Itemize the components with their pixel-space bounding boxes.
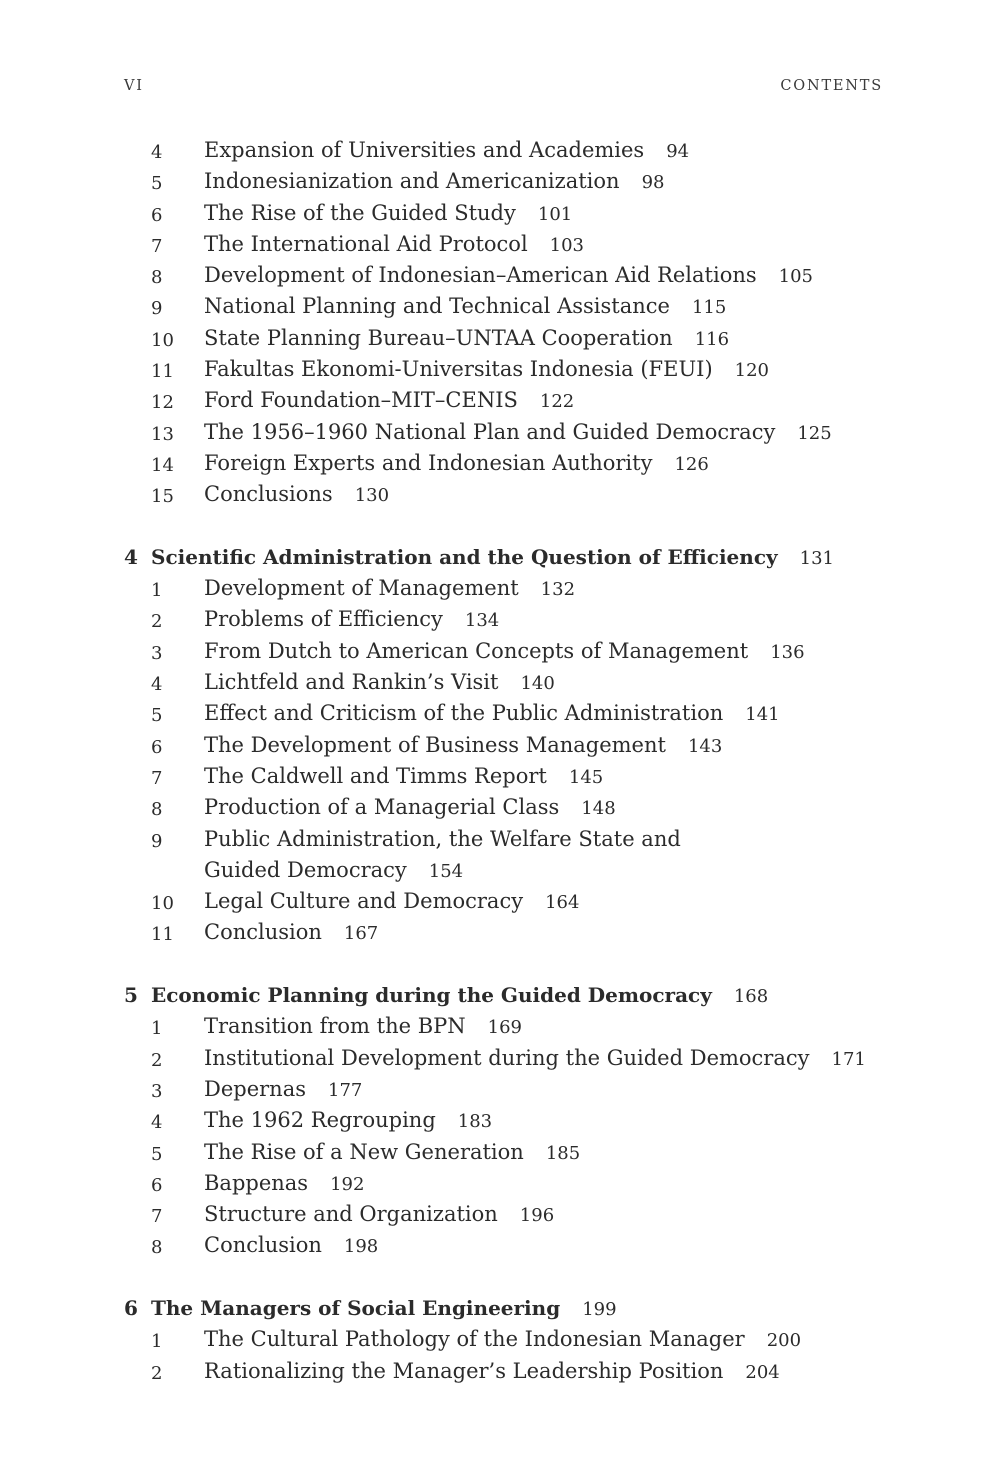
- chapter-number: 5: [124, 983, 138, 1008]
- entry-title: The Development of Business Management: [204, 732, 666, 757]
- toc-entry[interactable]: [124, 1074, 884, 1105]
- chapter-number: 4: [124, 544, 138, 569]
- chapter-title: The Managers of Social Engineering: [151, 1295, 561, 1320]
- entry-page: 169: [487, 1017, 522, 1039]
- entry-title: The International Aid Protocol: [204, 231, 528, 256]
- chapter-heading[interactable]: [124, 542, 884, 573]
- toc-entry[interactable]: [124, 573, 884, 604]
- entry-page: 177: [328, 1079, 363, 1101]
- entry-page: 198: [343, 1236, 379, 1258]
- entry-page: 141: [745, 704, 780, 726]
- entry-number: 9: [151, 298, 163, 320]
- chapter-page: 168: [733, 986, 769, 1008]
- entry-page: 98: [641, 172, 665, 194]
- entry-number: 11: [151, 361, 174, 383]
- entry-page: 204: [745, 1361, 780, 1383]
- entry-title: Public Administration, the Welfare State and Guided Democracy: [204, 826, 681, 882]
- entry-page: 115: [691, 297, 727, 319]
- entry-number: 4: [151, 674, 163, 696]
- toc-entry[interactable]: [124, 1356, 884, 1387]
- toc-entry[interactable]: [124, 792, 884, 823]
- running-head: [124, 78, 883, 102]
- entry-title: Depernas: [204, 1076, 306, 1101]
- entry-number: 7: [151, 235, 163, 257]
- entry-number: 5: [151, 1143, 163, 1165]
- entry-number: 12: [151, 392, 174, 414]
- table-of-contents: [124, 135, 884, 1387]
- entry-number: 3: [151, 642, 163, 664]
- toc-entry[interactable]: [124, 761, 884, 792]
- entry-number: 1: [151, 1018, 163, 1040]
- entry-title: Fakultas Ekonomi-Universitas Indonesia (FEUI): [204, 357, 713, 382]
- entry-title: Effect and Criticism of the Public Administration: [204, 701, 724, 726]
- entry-page: 105: [778, 266, 814, 288]
- entry-number: 1: [151, 580, 163, 602]
- chapter-title: Scientific Administration and the Question of Efficiency: [151, 544, 778, 569]
- entry-number: 4: [151, 142, 163, 163]
- entry-page: 143: [687, 735, 723, 757]
- entry-page: 148: [581, 798, 616, 820]
- entry-page: 116: [694, 328, 730, 350]
- entry-number: 2: [151, 1049, 163, 1071]
- entry-number: 14: [151, 454, 174, 476]
- toc-entry[interactable]: [124, 1105, 884, 1136]
- entry-page: 196: [519, 1205, 555, 1227]
- entry-number: 7: [151, 1206, 163, 1228]
- entry-title: The Rise of a New Generation: [204, 1139, 524, 1164]
- page-folio: VI: [124, 78, 144, 94]
- entry-number: 1: [151, 1331, 163, 1353]
- entry-number: 2: [151, 1362, 163, 1384]
- entry-page: 120: [734, 360, 769, 382]
- toc-entry[interactable]: [124, 886, 884, 917]
- entry-number: 10: [151, 893, 174, 915]
- entry-title: The Caldwell and Timms Report: [204, 763, 547, 788]
- toc-entry[interactable]: [124, 636, 884, 667]
- entry-page: 122: [539, 391, 575, 413]
- entry-title: Lichtfeld and Rankin’s Visit: [204, 670, 499, 695]
- entry-title: Problems of Efficiency: [204, 607, 443, 632]
- entry-number: 8: [151, 799, 163, 821]
- toc-entry[interactable]: [124, 1137, 884, 1168]
- toc-entry[interactable]: [124, 166, 884, 197]
- entry-title: Foreign Experts and Indonesian Authority: [204, 450, 653, 475]
- chapter-heading[interactable]: [124, 980, 884, 1011]
- toc-entry[interactable]: [124, 323, 884, 354]
- entry-title: The 1962 Regrouping: [204, 1108, 436, 1133]
- toc-entry[interactable]: [124, 730, 884, 761]
- entry-title: The Rise of the Guided Study: [204, 200, 516, 225]
- chapter-number: 6: [124, 1295, 138, 1320]
- chapter-page: 199: [582, 1298, 617, 1320]
- entry-page: 192: [330, 1173, 365, 1195]
- entry-title: Bappenas: [204, 1170, 309, 1195]
- entry-title: State Planning Bureau–UNTAA Cooperation: [204, 325, 673, 350]
- chapter-heading[interactable]: [124, 1293, 884, 1324]
- entry-page: 101: [537, 203, 573, 225]
- entry-number: 6: [151, 204, 163, 226]
- entry-title: From Dutch to American Concepts of Management: [204, 638, 749, 663]
- toc-entry[interactable]: [124, 291, 884, 322]
- running-title: CONTENTS: [780, 78, 883, 94]
- entry-number: 13: [151, 423, 174, 445]
- toc-entry[interactable]: [124, 1043, 884, 1074]
- entry-number: 9: [151, 830, 163, 852]
- entry-title: Development of Management: [204, 576, 519, 601]
- entry-page: 140: [520, 673, 555, 695]
- entry-number: 6: [151, 736, 163, 758]
- entry-page: 103: [549, 234, 585, 256]
- entry-page: 145: [568, 766, 604, 788]
- entry-title: Conclusion: [204, 920, 322, 945]
- toc-entry[interactable]: [124, 1011, 884, 1042]
- entry-title: Conclusions: [204, 482, 333, 507]
- toc-entry[interactable]: [124, 824, 884, 887]
- entry-title: Structure and Organization: [204, 1202, 498, 1227]
- toc-entry[interactable]: [124, 1324, 884, 1355]
- entry-page: 126: [674, 453, 709, 475]
- entry-title: Expansion of Universities and Academies: [204, 138, 645, 162]
- entry-number: 5: [151, 705, 163, 727]
- entry-number: 7: [151, 767, 163, 789]
- entry-page: 94: [666, 141, 690, 162]
- toc-entry[interactable]: [124, 229, 884, 260]
- toc-entry[interactable]: [124, 354, 884, 385]
- entry-title: Indonesianization and Americanization: [204, 169, 620, 194]
- toc-entry[interactable]: [124, 917, 884, 948]
- entry-number: 15: [151, 486, 174, 508]
- toc-entry[interactable]: [124, 1230, 884, 1261]
- entry-number: 8: [151, 267, 163, 289]
- chapter-page: 131: [799, 547, 834, 569]
- entry-page: 167: [343, 923, 379, 945]
- entry-number: 8: [151, 1237, 163, 1259]
- entry-number: 4: [151, 1112, 163, 1134]
- entry-page: 136: [770, 641, 805, 663]
- entry-title: Production of a Managerial Class: [204, 795, 560, 820]
- toc-entry[interactable]: [124, 417, 884, 448]
- entry-page: 171: [831, 1048, 866, 1070]
- entry-number: 2: [151, 611, 163, 633]
- entry-number: 6: [151, 1174, 163, 1196]
- entry-page: 125: [797, 422, 832, 444]
- toc-entry[interactable]: [124, 604, 884, 635]
- toc-entry[interactable]: [124, 198, 884, 229]
- entry-page: 183: [457, 1111, 493, 1133]
- toc-entry[interactable]: [124, 260, 884, 291]
- entry-page: 185: [545, 1142, 581, 1164]
- entry-number: 11: [151, 924, 174, 946]
- entry-title: The Cultural Pathology of the Indonesian Manager: [204, 1327, 745, 1352]
- toc-entry[interactable]: [124, 698, 884, 729]
- toc-entry[interactable]: [124, 479, 884, 510]
- entry-title: Transition from the BPN: [204, 1014, 466, 1039]
- toc-entry[interactable]: [124, 135, 884, 166]
- entry-page: 134: [464, 610, 500, 632]
- entry-number: 10: [151, 329, 174, 351]
- toc-entry[interactable]: [124, 1199, 884, 1230]
- entry-title: Ford Foundation–MIT–CENIS: [204, 388, 518, 413]
- toc-entry[interactable]: [124, 1168, 884, 1199]
- toc-entry[interactable]: [124, 385, 884, 416]
- entry-title: Conclusion: [204, 1233, 322, 1258]
- entry-title: Legal Culture and Democracy: [204, 889, 524, 914]
- toc-entry[interactable]: [124, 448, 884, 479]
- entry-page: 130: [354, 485, 390, 507]
- entry-page: 200: [766, 1330, 802, 1352]
- entry-number: 3: [151, 1080, 163, 1102]
- entry-title: Institutional Development during the Guided Democracy: [204, 1045, 810, 1070]
- entry-title: Rationalizing the Manager’s Leadership Position: [204, 1358, 724, 1383]
- chapter-title: Economic Planning during the Guided Democracy: [151, 983, 712, 1008]
- toc-entry[interactable]: [124, 667, 884, 698]
- entry-title: The 1956–1960 National Plan and Guided Democracy: [204, 419, 776, 444]
- entry-page: 132: [540, 579, 576, 601]
- entry-number: 5: [151, 173, 163, 195]
- entry-page: 164: [545, 892, 580, 914]
- entry-title: National Planning and Technical Assistance: [204, 294, 670, 319]
- entry-title: Development of Indonesian–American Aid Relations: [204, 263, 757, 288]
- entry-page: 154: [428, 860, 464, 882]
